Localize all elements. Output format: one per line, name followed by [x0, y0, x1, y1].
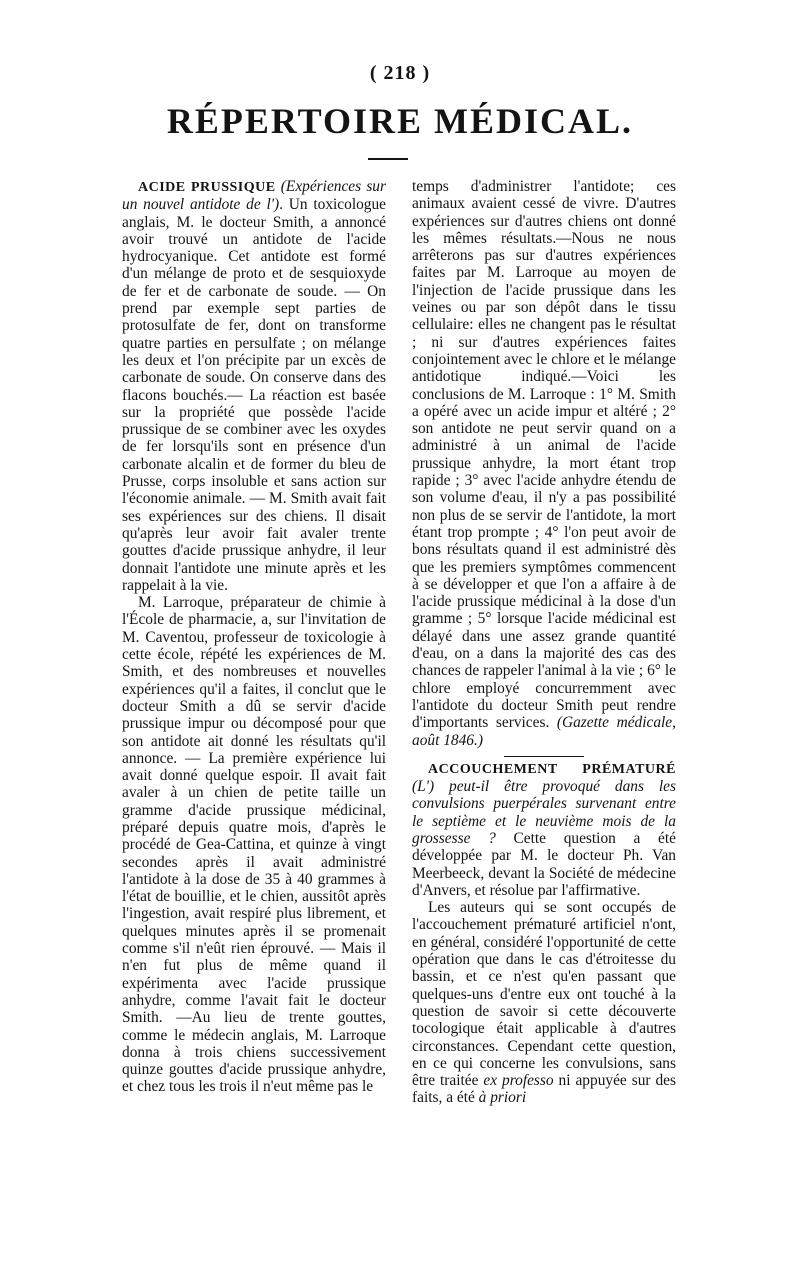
right-column: [412, 178, 676, 1107]
title-rule: [368, 158, 408, 160]
article-paragraph: M. Larroque, préparateur de chimie à l'École de pharmacie, a, sur l'invitation de M. Caventou, professeur de toxicologie à cette école, répété les expériences de M. Smith, et des nombreuses et nouvelles expériences qu'il a faites, il conclut que le docteur Smith a dû se servir d'acide prussique impur ou décomposé pour que son antidote ait donné les résultats qu'il annonce. — La première expérience lui avait donné quelque espoir. Il avait fait avaler à un chien de petite taille un gramme d'acide prussique médicinal, préparé depuis quatre mois, d'après le procédé de Geа-Cattina, et quinze à vingt secondes après il avait administré l'antidote à la dose de 35 à 40 grammes à l'état de bouillie, et le chien, aussitôt après l'ingestion, avait respiré plus librement, et quelques minutes après il se promenait comme s'il n'eût rien éprouvé. — Mais il n'en fut plus de même quand il expérimenta avec l'acide prussique anhydre, comme l'avait fait le docteur Smith. —Au lieu de trente gouttes, comme le médecin anglais, M. Larroque donna à trois chiens successivement quinze gouttes d'acide prussique anhydre, et chez tous les trois il n'eut même pas le: [122, 594, 386, 1096]
article-heading: ACIDE PRUSSIQUE: [138, 180, 276, 195]
article-paragraph: temps d'administrer l'antidote; ces animaux avaient cessé de vivre. D'autres expériences sur d'autres chiens ont donné les mêmes résultats.—Nous ne nous arrêterons pas sur d'autres expériences faites par M. Larroque au moyen de l'injection de l'acide prussique dans les veines ou par son dépôt dans le tissu cellulaire: elles ne changent pas le résultat ; ni sur d'autres expériences faites conjointement avec le chlore et le mélange antidotique indiqué.—Voici les conclusions de M. Larroque : 1° M. Smith a opéré avec un acide impur et altéré ; 2° son antidote ne peut servir quand on a administré à un animal de l'acide prussique anhydre, la mort étant trop rapide ; 3° avec l'acide anhydre étendu de son volume d'eau, il n'y a pas possibilité non plus de se servir de l'antidote, la mort étant trop prompte ; 4° l'on peut avoir de bons résultats quand il est administré dès que les premiers symptômes commencent à se développer et que l'on a affaire à de l'acide prussique médicinal à la dose d'un gramme ; 5° lorsque l'acide médicinal est délayé dans une assez grande quantité d'eau, on a dans la majorité des cas des chances de rappeler l'animal à la vie ; 6° le chlore employé concurremment avec l'antidote du docteur Smith peut rendre d'importants services.: [412, 178, 676, 732]
section-divider: [504, 756, 584, 757]
article-subtitle: (L') peut-il être provoqué dans les convulsions puerpérales survenant entre le septième et le neuvième mois de la grossesse ?: [412, 778, 676, 847]
article-paragraph-continued: [412, 178, 676, 749]
article-accouchement-intro: [412, 760, 676, 899]
article-paragraph: [412, 899, 676, 1107]
article-citation: (Gazette médicale, août 1846.): [412, 714, 676, 749]
article-text: ni appuyée sur des faits, a été: [412, 1072, 676, 1107]
article-paragraph: Cette question a été développée par M. le docteur Ph. Van Meerbeeck, devant la Société de médecine d'Anvers, et résolue par l'affirmative.: [412, 829, 676, 899]
article-heading: ACCOUCHEMENT PRÉMATURÉ: [428, 761, 676, 777]
page-number: ( 218 ): [369, 62, 431, 84]
article-paragraph: . Un toxicologue anglais, M. le docteur Smith, a annoncé avoir trouvé un antidote de l'acide hydrocyanique. Cet antidote est formé d'un mélange de proto et de sesquioxyde de fer et de carbonate de soude. — On prend par exemple sept parties de protosulfate de fer, dont on transforme quatre parties en persulfate ; on mélange les deux et l'on précipite par un excès de carbonate de soude. On conserve dans des flacons bouchés.— La réaction est basée sur la propriété que possède l'acide prussique de se combiner avec les oxydes de fer lorsqu'ils sont en présence d'un carbonate alcalin et de former du bleu de Prusse, corps insoluble et sans action sur l'économie animale. — M. Smith avait fait ses expériences sur des chiens. Il disait qu'après leur avoir fait avaler trente gouttes d'acide prussique anhydre, il leur donnait l'antidote une minute après et les rappelait à la vie.: [122, 196, 387, 594]
left-column: [122, 178, 386, 1096]
article-subtitle: (Expériences sur un nouvel antidote de l'): [122, 178, 386, 214]
article-italic: ex professo: [483, 1072, 554, 1090]
article-text: Les auteurs qui se sont occupés de l'accouchement prématuré artificiel n'ont, en général, considéré l'opportunité de cette opération que dans le cas d'étroitesse du bassin, et ce n'est qu'en passant que quelques-uns d'entre eux ont touché à la question de savoir si cette découverte tocologique était applicable à d'autres circonstances. Cependant cette question, en ce qui concerne les convulsions, sans être traitée: [412, 899, 676, 1090]
article-italic: à priori: [478, 1089, 527, 1107]
article-acide-prussique-intro: [122, 178, 386, 594]
page-title: RÉPERTOIRE MÉDICAL.: [166, 101, 634, 141]
